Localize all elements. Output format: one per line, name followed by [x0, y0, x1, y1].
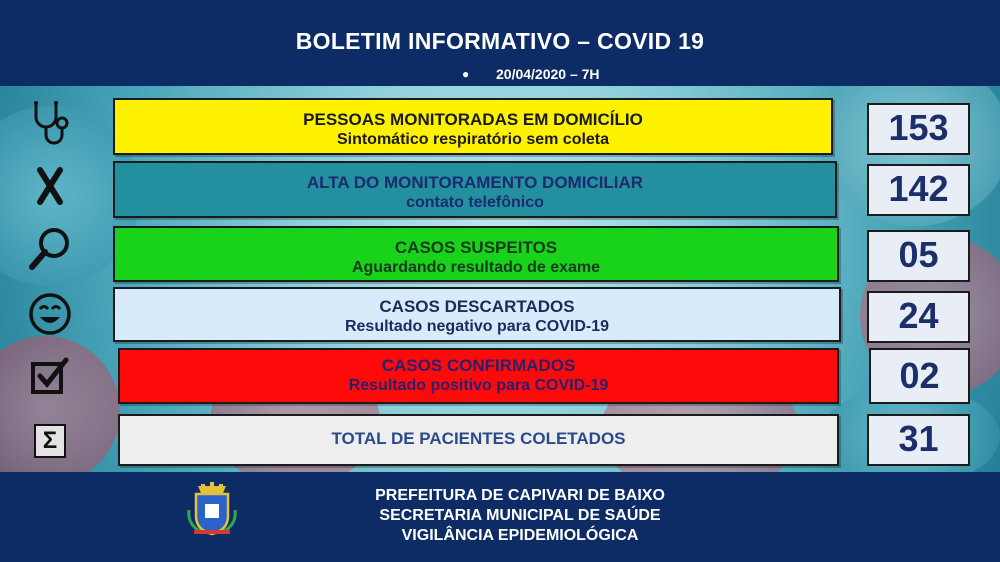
discharged-monitoring-value: 142	[867, 164, 970, 216]
total-patients-value: 31	[867, 414, 970, 466]
municipal-coat-of-arms-logo	[186, 482, 238, 538]
total-patients-bar	[118, 414, 839, 466]
footer-banner	[0, 472, 1000, 562]
x-icon	[26, 162, 74, 210]
discharged-monitoring-bar	[113, 161, 837, 218]
bar-title: CASOS DESCARTADOS	[379, 297, 575, 316]
sigma-icon: Σ	[26, 418, 74, 466]
bar-subtitle: Resultado negativo para COVID-19	[344, 318, 610, 335]
bar-title: ALTA DO MONITORAMENTO DOMICILIAR	[306, 173, 644, 192]
magnifier-icon	[26, 225, 74, 273]
bar-subtitle: contato telefônico	[406, 194, 544, 211]
happy-face-icon	[26, 290, 74, 338]
confirmed-cases-value: 02	[869, 348, 970, 404]
header-banner	[0, 0, 1000, 86]
stethoscope-icon	[26, 99, 74, 147]
bar-title: PESSOAS MONITORADAS EM DOMICÍLIO	[303, 110, 643, 129]
bar-subtitle: Resultado positivo para COVID-19	[348, 377, 609, 394]
bar-subtitle: Aguardando resultado de exame	[351, 259, 601, 276]
discarded-cases-bar	[113, 287, 841, 342]
monitored-at-home-bar	[113, 98, 833, 155]
footer-surveillance: VIGILÂNCIA EPIDEMIOLÓGICA	[401, 527, 639, 544]
bullet-dot: ●	[462, 67, 470, 81]
date-row	[0, 65, 1000, 83]
confirmed-cases-bar	[118, 348, 839, 404]
bar-subtitle: Sintomático respiratório sem coleta	[336, 131, 610, 148]
bar-title: CASOS CONFIRMADOS	[381, 356, 576, 375]
monitored-at-home-value: 153	[867, 103, 970, 155]
footer-health-secretariat: SECRETARIA MUNICIPAL DE SAÚDE	[379, 507, 661, 524]
bar-title: TOTAL DE PACIENTES COLETADOS	[331, 429, 626, 448]
suspected-cases-value: 05	[867, 230, 970, 282]
footer-city-hall: PREFEITURA DE CAPIVARI DE BAIXO	[375, 487, 665, 504]
suspected-cases-bar	[113, 226, 839, 282]
bar-title: CASOS SUSPEITOS	[394, 238, 558, 257]
bulletin-title: BOLETIM INFORMATIVO – COVID 19	[295, 28, 705, 54]
discarded-cases-value: 24	[867, 291, 970, 343]
checkbox-icon	[26, 352, 74, 400]
bulletin-date: 20/04/2020 – 7H	[496, 66, 600, 82]
